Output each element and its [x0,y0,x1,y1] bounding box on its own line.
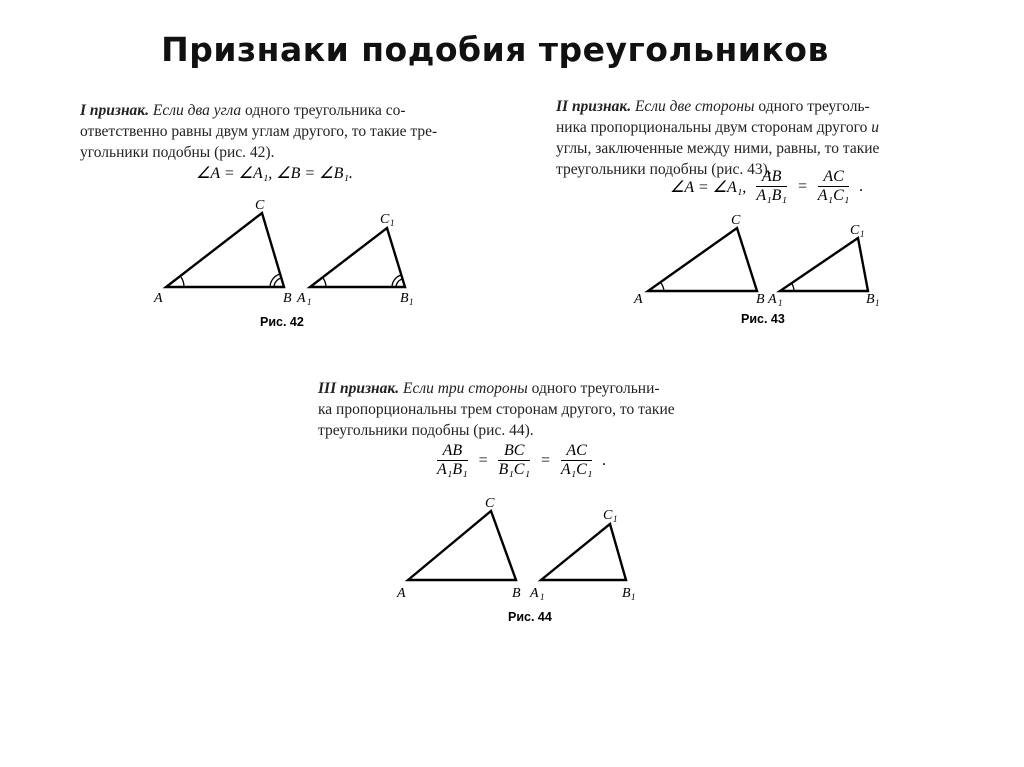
fig44-label-a: A [397,586,406,601]
fig43-label-c1-sub: 1 [860,229,865,239]
sign3-frac3-num: AC [561,442,593,461]
sign1-label: I признак. [80,102,150,119]
fig44-triangle-abc [408,511,516,580]
fig42-label-c: C [255,198,265,213]
sign2-eq: = [796,177,808,195]
fig42-triangle-a1b1c1 [310,228,405,287]
fig42-label-b1: B [400,291,409,306]
sign2-line3: углы, заключенные между ними, равны, то такие [556,140,880,157]
sign2-line2-italic: и [871,119,879,136]
fig44-label-b: B [512,586,521,601]
sign2-formula-end: . [859,177,864,195]
sign2-frac1-num: AB [756,168,787,187]
sign1-italic: Если два угла [152,102,242,119]
fig43-label-c: C [731,213,741,228]
sign2-frac2-den: A₁C₁ [817,187,850,204]
sign2-italic: Если две стороны [634,98,755,115]
fig42-angle-b-mark [270,274,280,287]
fig42-angle-a1-mark [323,278,326,287]
figure-42-caption: Рис. 42 [260,315,304,329]
fig43-triangle-abc [648,228,757,291]
fig43-label-b1-sub: 1 [875,298,880,308]
fig42-label-b1-sub: 1 [409,297,414,307]
sign2-line2: ника пропорциональны двум сторонам другого [556,119,868,136]
fig44-triangle-a1b1c1 [541,524,626,580]
sign3-text-1: одного треугольни- [531,380,660,397]
fig44-label-a1: A [530,586,539,601]
sign2-formula-prefix: ∠A = ∠A₁, [670,178,747,196]
sign3-eq2: = [540,451,551,469]
sign3-frac1-den: A₁B₁ [437,461,468,478]
sign3-line3: треугольники подобны (рис. 44). [318,422,534,439]
sign3-eq1: = [477,451,489,469]
sign2-frac1-den: A₁B₁ [756,187,787,204]
sign3-italic: Если три стороны [402,380,528,397]
fig42-angle-a-mark [181,277,184,287]
fig44-label-a1-sub: 1 [540,592,545,602]
figure-43-caption: Рис. 43 [741,312,785,326]
fig42-label-a1: A [297,291,306,306]
fig43-label-a1: A [768,292,777,307]
page-title: Признаки подобия треугольников [161,30,829,69]
fig42-label-c1: C [380,212,390,227]
sign1-formula: ∠A = ∠A₁, ∠B = ∠B₁. [196,165,353,182]
fig44-label-c: C [485,496,495,511]
fig43-label-a: A [634,292,643,307]
sign3-frac3-den: A₁C₁ [560,461,593,478]
sign3-label: III признак. [318,380,400,397]
fig42-label-a1-sub: 1 [307,297,312,307]
fig43-label-b: B [756,292,765,307]
sign3-frac2-num: BC [498,442,530,461]
fig44-label-c1: C [603,508,613,523]
fig42-label-c1-sub: 1 [390,218,395,228]
sign3-formula-end: . [602,451,607,469]
sign2-line4: треугольники подобны (рис. 43). [556,161,772,178]
sign3-line2: ка пропорциональны трем сторонам другого, то такие [318,401,675,418]
fig43-triangle-a1b1c1 [780,238,868,291]
fig43-label-c1: C [850,223,860,238]
fig44-label-b1: B [622,586,631,601]
fig42-label-a: A [154,291,163,306]
sign3-frac2-den: B₁C₁ [498,461,531,478]
sign2-frac2-num: AC [818,168,850,187]
fig44-label-b1-sub: 1 [631,592,636,602]
fig42-angle-b-mark-2 [274,278,281,287]
sign1-text-1: одного треугольника со- [245,102,406,119]
fig43-label-b1: B [866,292,875,307]
fig44-label-c1-sub: 1 [613,514,618,524]
sign2-label: II признак. [556,98,632,115]
sign1-line2: ответственно равны двум углам другого, то такие тре- [80,123,438,140]
sign3-frac1-num: AB [437,442,468,461]
sign1-line3: угольники подобны (рис. 42). [80,144,275,161]
figure-44-caption: Рис. 44 [508,610,552,624]
fig43-label-a1-sub: 1 [778,298,783,308]
fig42-triangle-abc [166,213,284,287]
sign2-text-1: одного треуголь- [758,98,870,115]
fig42-label-b: B [283,291,292,306]
